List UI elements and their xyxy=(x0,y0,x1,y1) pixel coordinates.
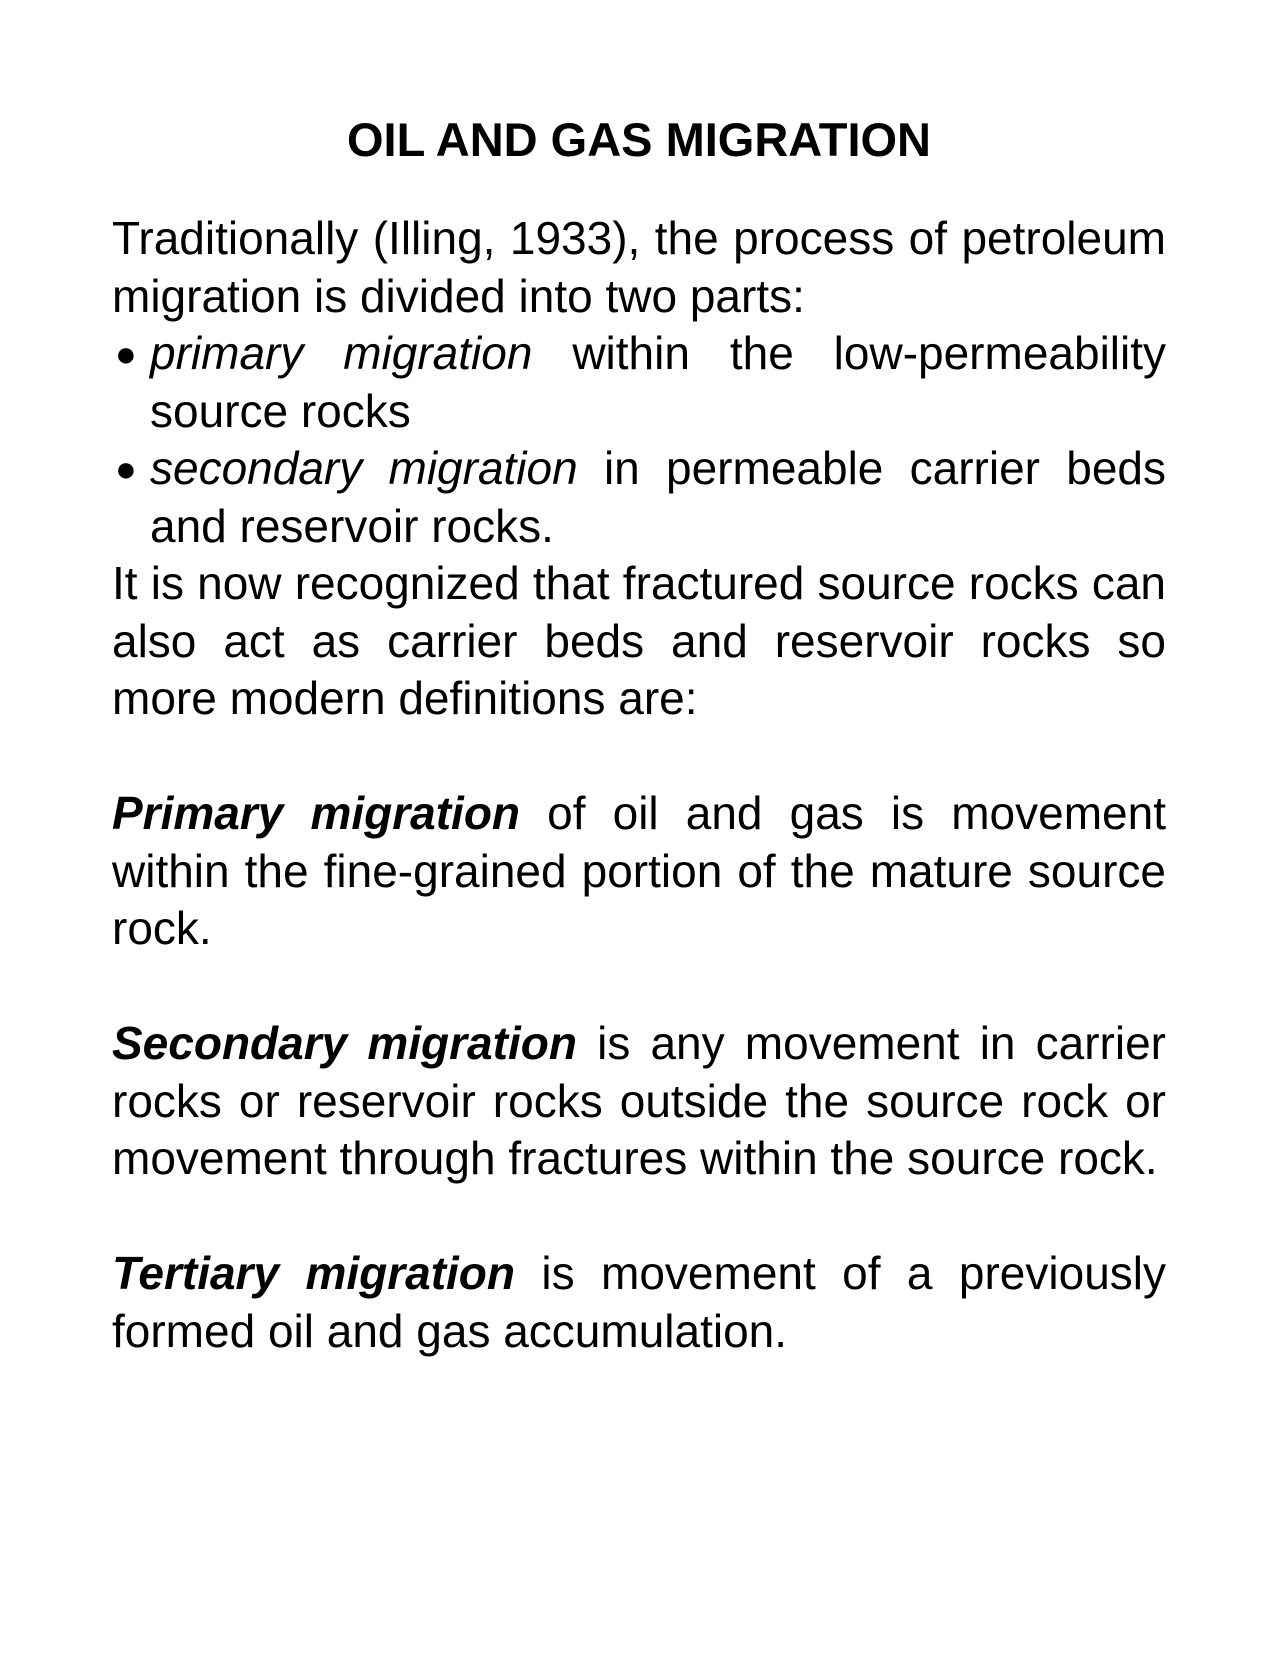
bullet-icon: ● xyxy=(115,333,137,374)
definition-tertiary xyxy=(112,1245,1166,1360)
definition-secondary xyxy=(112,1015,1166,1188)
secondary-migration-term: secondary migration xyxy=(150,442,578,494)
definition-tertiary-text: is movement of a previously formed oil and gas accumulation. xyxy=(112,1247,1166,1357)
definition-primary-term: Primary migration xyxy=(112,787,521,839)
list-item-secondary xyxy=(112,440,1166,555)
recognized-paragraph: It is now recognized that fractured source rocks can also act as carrier beds and reservoir rocks so more modern definitions are: xyxy=(112,557,1166,724)
intro-paragraph: Traditionally (Illing, 1933), the process of petroleum migration is divided into two parts: xyxy=(112,212,1166,322)
definition-secondary-term: Secondary migration xyxy=(112,1017,577,1069)
document-title: OIL AND GAS MIGRATION xyxy=(346,113,931,166)
definition-secondary-text: is any movement in carrier rocks or reservoir rocks outside the source rock or movement through fractures within the source rock. xyxy=(112,1017,1166,1184)
primary-migration-text: within the low-permeability source rocks xyxy=(150,327,1167,437)
list-item-primary xyxy=(112,325,1166,440)
bullet-icon: ● xyxy=(115,448,137,489)
secondary-migration-text: in permeable carrier beds and reservoir rocks. xyxy=(150,442,1166,552)
primary-migration-term: primary migration xyxy=(150,327,533,379)
migration-parts-list xyxy=(112,325,1166,555)
definition-primary xyxy=(112,785,1166,958)
definition-primary-text: of oil and gas is movement within the fine-grained portion of the mature source rock. xyxy=(112,787,1166,954)
document-page xyxy=(112,108,1166,1360)
definition-tertiary-term: Tertiary migration xyxy=(112,1247,515,1299)
